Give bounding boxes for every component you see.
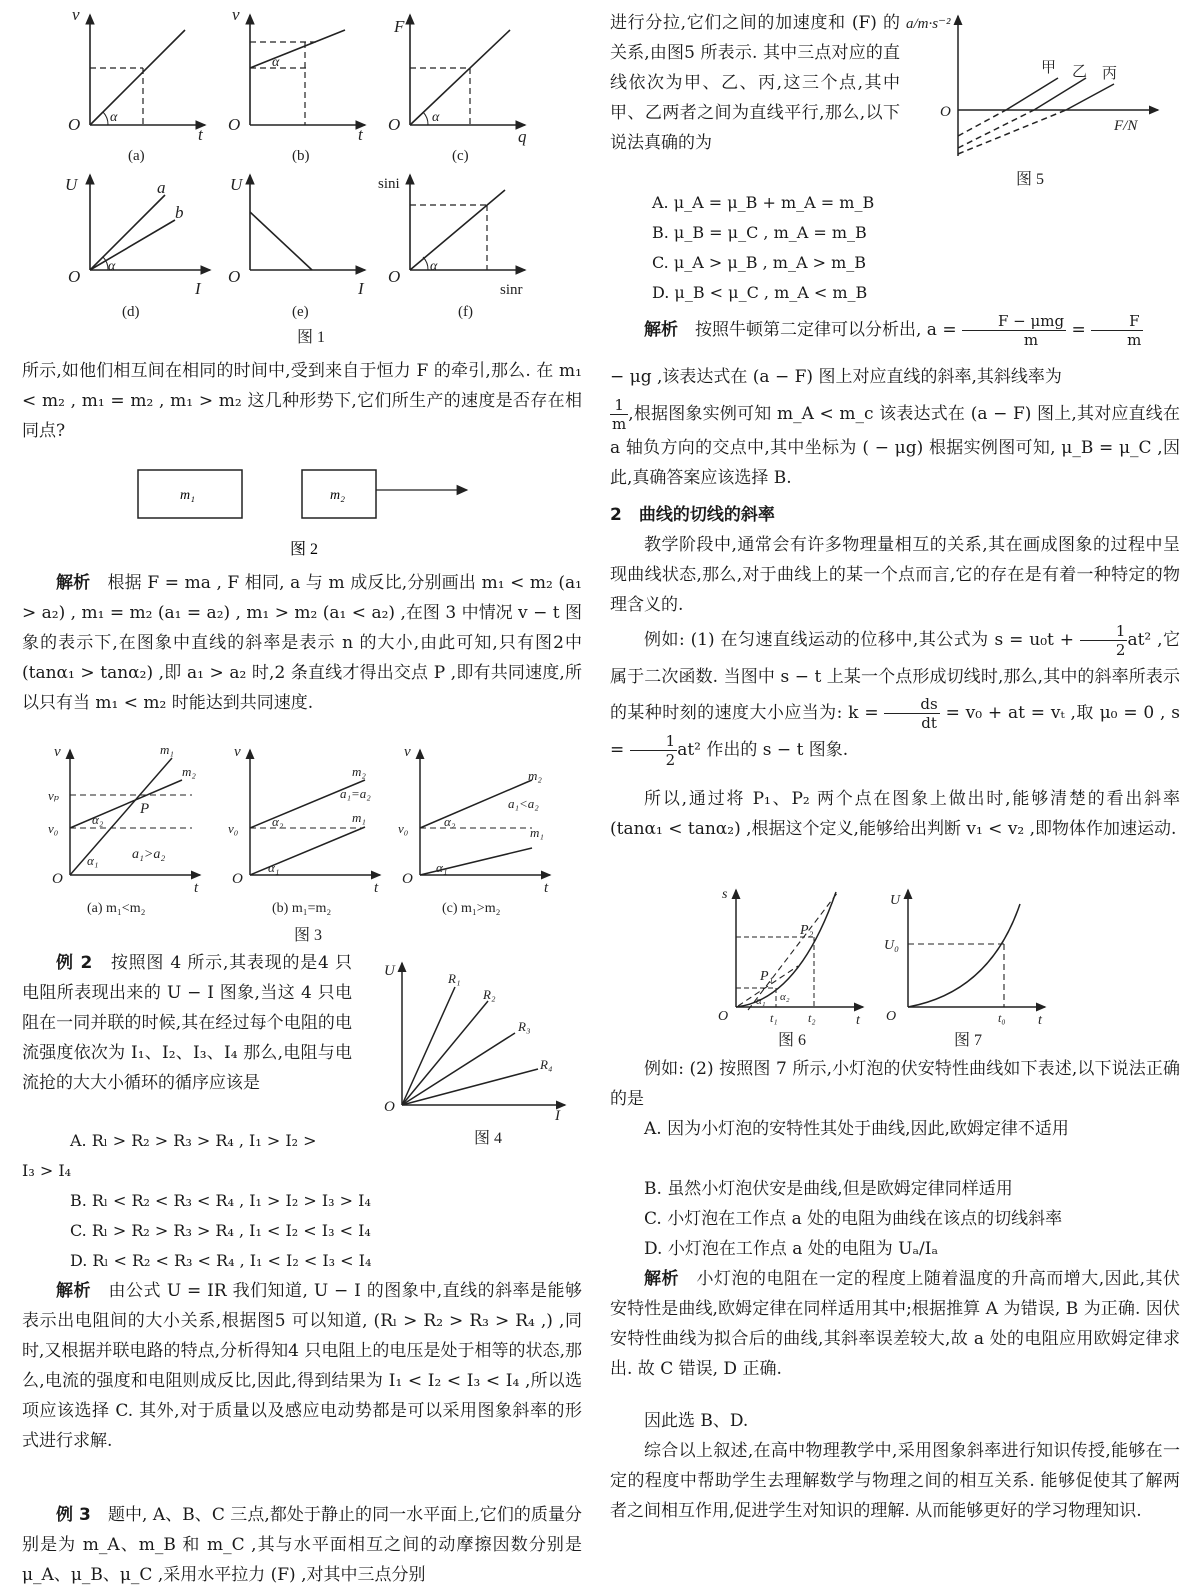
fig1-d-x: I: [195, 279, 201, 298]
analysis-7-keyword: 解析: [644, 1269, 679, 1289]
ex7-option-c: C. 小灯泡在工作点 a 处的电阻为曲线在该点的切线斜率: [644, 1209, 1063, 1229]
fraction-6: $\frac{1}{2}$: [630, 732, 678, 769]
left-analysis-1-text: 根据 F = ma , F 相同, a 与 m 成反比,分别画出 m₁ < m₂ (a₁ > a₂) , m₁ = m₂ (a₁ = a₂) , m₁ > m₂ (a₁ < a₂) ,在图 3 中情况 v − t 图象的表示下,在图象中直线的斜率是表示 n 的大小,由此可知,只有图2中 (tanα₁ > tanα₂) ,即 a₁ > a₂ 时,2 条直线才得出交点 P ,即有共同速度,所以只有当 m₁ < m₂ 时能达到共同速度.: [22, 573, 582, 713]
fig3-caption: 图 3: [294, 927, 323, 944]
fig1-e-o: O: [228, 267, 241, 286]
ex7-option-b: B. 虽然小灯泡伏安是曲线,但是欧姆定律同样适用: [644, 1179, 1013, 1199]
fig7-caption: 图 7: [954, 1032, 983, 1049]
fig3-b-v0: v₀: [228, 821, 239, 836]
fig3-b-a2: α₂: [272, 814, 284, 829]
fig4-x: I: [555, 1108, 560, 1124]
fig1-c-o: O: [388, 115, 401, 134]
fig6-a2: α₂: [780, 991, 790, 1003]
fig1-b-o: O: [228, 115, 241, 134]
fig4-caption: 图 4: [474, 1130, 503, 1147]
fig1-f-x: sinr: [500, 282, 523, 298]
ex2-option-a: A. Rₗ > R₂ > R₃ > R₄ , I₁ > I₂ >: [70, 1131, 317, 1150]
fig5-l1: 甲: [1041, 60, 1057, 76]
right-analysis-7: [610, 1264, 1180, 1384]
figure-3: [32, 740, 572, 945]
fig3-b-rel: a₁=a₂: [340, 786, 371, 801]
fig2-caption: 图 2: [290, 541, 319, 558]
fig2-m2: m₂: [330, 488, 345, 503]
fig1-e-y: U: [230, 175, 243, 194]
fig1-d-o: O: [68, 267, 81, 286]
fig5-o: O: [940, 104, 951, 120]
fig1-f-label: (f): [458, 304, 473, 320]
ex3-option-b: B. μ_B = μ_C , m_A = m_B: [652, 223, 867, 242]
fig3-b-label: (b) m₁=m₂: [272, 901, 332, 916]
fig3-c-t: t: [544, 880, 549, 896]
analysis-keyword: 解析: [56, 573, 91, 593]
fraction-2: $\frac{F}{m}$: [1091, 312, 1143, 349]
fig3-a-rel: a₁>a₂: [132, 847, 166, 862]
ex3-option-c: C. μ_A > μ_B , m_A > m_B: [652, 253, 867, 272]
example-3-keyword: 例 3: [56, 1505, 91, 1525]
right-analysis-keyword: 解析: [644, 320, 678, 340]
fig7-t0: t₀: [998, 1011, 1006, 1025]
fig6-o: O: [718, 1009, 729, 1024]
fig3-a-a2: α₂: [92, 812, 104, 827]
fig6-p1: P₁: [760, 969, 774, 984]
ex2-option-a-cont: I₃ > I₄: [22, 1161, 72, 1180]
fig1-f-angle: α: [430, 259, 438, 274]
ex3-option-a: A. μ_A = μ_B + m_A = m_B: [652, 193, 875, 212]
fig5-x: F/N: [1114, 118, 1138, 134]
ex3-option-d: D. μ_B < μ_C , m_A < m_B: [652, 283, 868, 302]
fig1-e-x: I: [358, 279, 364, 298]
figure-5: [906, 6, 1176, 191]
right-p1: 进行分拉,它们之间的加速度和 (F) 的关系,由图5 所表示. 其中三点对应的直线依次为甲、乙、丙,这三个点,其中甲、乙两者之间为直线平行,那么,以下说法真确的为: [610, 13, 900, 153]
right-p4: 所以,通过将 P₁、P₂ 两个点在图象上做出时,能够清楚的看出斜率 (tanα₁ < tanα₂) ,根据这个定义,能够给出判断 v₁ < v₂ ,即物体作加速运动.: [610, 789, 1180, 839]
fig3-b-a1: α₁: [268, 860, 280, 875]
fig3-a-o: O: [52, 871, 63, 887]
conclusion: 综合以上叙述,在高中物理教学中,采用图象斜率进行知识传授,能够在一定的程度中帮助学生去理解数学与物理之间的相互关系. 能够促使其了解两者之间相互作用,促进学生对知识的理解. 从而能够更好的学习物理知识.: [610, 1441, 1180, 1521]
ex2-option-d: D. Rₗ < R₂ < R₃ < R₄ , I₁ < I₂ < I₃ < I₄: [70, 1251, 372, 1270]
fig3-a-a1: α₁: [87, 853, 99, 868]
fig4-o: O: [384, 1099, 395, 1115]
fig3-a-vp: vₚ: [48, 788, 59, 803]
fraction-3: $\frac{1}{m}$: [612, 396, 627, 433]
figure-6: [718, 882, 868, 1052]
fig3-c-v: v: [404, 744, 411, 760]
fig3-b-t: t: [374, 880, 379, 896]
fig1-e-label: (e): [292, 304, 309, 320]
right-analysis-line2: − μg ,该表达式在 (a − F) 图上对应直线的斜率,其斜线率为: [610, 367, 1062, 387]
fig1-b-label: (b): [292, 148, 310, 164]
right-analysis-pre: 按照牛顿第二定律可以分析出, a =: [695, 320, 957, 340]
figure-1: [60, 0, 560, 345]
fig3-a-m2: m₂: [182, 764, 196, 779]
fig6-x: t: [856, 1013, 860, 1028]
fig4-y: U: [384, 963, 395, 979]
example-7: 例如: (2) 按照图 7 所示,小灯泡的伏安特性曲线如下表述,以下说法正确的是: [610, 1059, 1180, 1109]
fig7-u0: U₀: [884, 938, 899, 953]
fig3-a-p: P: [140, 801, 150, 817]
fig5-l3: 丙: [1102, 66, 1118, 82]
fig1-d-label: (d): [122, 304, 140, 320]
right-analysis-line3: [610, 396, 1180, 493]
left-p1: 所示,如他们相互间在相同的时间中,受到来自于恒力 F 的牵引,那么. 在 m₁ < m₂ , m₁ = m₂ , m₁ > m₂ 这几种形势下,它们所生产的速度是否存在相同点?: [22, 361, 582, 441]
right-p3-d: at² 作出的 s − t 图象.: [677, 740, 849, 760]
fig1-c-label: (c): [452, 148, 469, 164]
ex7-option-a: A. 因为小灯泡的安特性其处于曲线,因此,欧姆定律不适用: [644, 1119, 1069, 1139]
fig3-c-a1: α₁: [436, 860, 448, 875]
fig4-r2: R₂: [483, 987, 496, 1002]
fig3-a-m1: m₁: [160, 742, 174, 757]
answer-line: 因此选 B、D.: [644, 1411, 749, 1431]
analysis-2-keyword: 解析: [56, 1281, 91, 1301]
fig7-y: U: [890, 893, 901, 908]
fig6-y: s: [722, 887, 728, 902]
fig1-b-x: t: [358, 125, 363, 144]
fig3-c-rel: a₁<a₂: [508, 796, 539, 811]
fig3-c-label: (c) m₁>m₂: [442, 901, 501, 916]
example-2-keyword: 例 2: [56, 953, 93, 973]
fig3-a-label: (a) m₁<m₂: [87, 901, 146, 916]
figure-2: [122, 462, 502, 562]
fig5-caption: 图 5: [1016, 171, 1045, 188]
fig1-d-y: U: [65, 175, 78, 194]
fig4-r1: R₁: [448, 971, 461, 986]
section-2-heading: 2 曲线的切线的斜率: [610, 505, 775, 525]
fig1-a-o: O: [68, 115, 81, 134]
example-2: [22, 948, 352, 1098]
fig1-f-o: O: [388, 267, 401, 286]
right-p2: 教学阶段中,通常会有许多物理量相互的关系,其在画成图象的过程中呈现曲线状态,那么,对于曲线上的某一个点而言,它的存在是有着一种特定的物理含义的.: [610, 535, 1180, 615]
fig5-y: a/m·s⁻²: [906, 16, 951, 32]
fig3-c-a2: α₂: [444, 814, 456, 829]
right-analysis-line3-text: ,根据图象实例可知 m_A < m_c 该表达式在 (a − F) 图上,其对应直线在 a 轴负方向的交点中,其中坐标为 ( − μg) 根据实例图可知, μ_B = μ_C ,因此,真确答案应该选择 B.: [610, 404, 1180, 488]
right-analysis-7-text: 小灯泡的电阻在一定的程度上随着温度的升高而增大,因此,其伏安特性是曲线,欧姆定律在同样适用其中;根据推算 A 为错误, B 为正确. 因伏安特性曲线为拟合后的曲线,其斜率误差较大,故 a 处的电阻应用欧姆定律求出. 故 C 错误, D 正确.: [610, 1269, 1181, 1379]
fig1-a-angle: α: [110, 110, 118, 125]
fig3-c-m2: m₂: [528, 768, 542, 783]
fig3-a-v0: v₀: [48, 821, 59, 836]
fig4-r3: R₃: [518, 1019, 531, 1034]
fig6-t2: t₂: [808, 1011, 816, 1025]
fraction-1: $\frac{\text{F − μmg}}{m}$: [962, 312, 1066, 349]
right-p3: [610, 622, 1180, 769]
fig3-a-v: v: [54, 744, 61, 760]
left-analysis-2: [22, 1276, 582, 1456]
fig1-b-y: v: [232, 5, 240, 24]
fig1-d-line-b: b: [175, 203, 184, 222]
fraction-5: $\frac{ds}{dt}$: [884, 695, 939, 732]
fig1-a-y: v: [72, 5, 80, 24]
fig3-b-m1: m₁: [352, 810, 366, 825]
right-analysis-line1: 解析 按照牛顿第二定律可以分析出, a = $\frac{\text{F − μmg}}{m}$ = $\frac{F}{m}$: [644, 312, 1142, 349]
fig1-f-y: sini: [378, 176, 400, 192]
fig3-c-v0: v₀: [398, 821, 409, 836]
right-p3-b: at² ,它属于二次函数. 当图中 s − t 上某一个点形成切线时,那么,其中的斜率所表示的某种时刻的速度大小应当为: k =: [610, 630, 1180, 723]
fig3-b-m2: m₂: [352, 764, 366, 779]
fig1-b-angle: α: [272, 55, 280, 70]
fig3-c-o: O: [402, 871, 413, 887]
right-p3-c: = v₀ + at = vₜ ,取 μ₀ = 0 , s =: [610, 703, 1181, 760]
fig6-t1: t₁: [770, 1011, 778, 1025]
fig7-x: t: [1038, 1013, 1042, 1028]
ex7-option-d: D. 小灯泡在工作点 a 处的电阻为 Uₐ/Iₐ: [644, 1239, 939, 1259]
fig7-o: O: [886, 1009, 897, 1024]
fig1-caption: 图 1: [297, 329, 326, 345]
ex2-option-c: C. Rₗ > R₂ > R₃ > R₄ , I₁ < I₂ < I₃ < I₄: [70, 1221, 371, 1240]
fig1-d-angle: α: [108, 259, 116, 274]
figure-7: [880, 882, 1050, 1052]
example-3-text: 题中, A、B、C 三点,都处于静止的同一水平面上,它们的质量分别是为 m_A、m_B 和 m_C ,其与水平面相互之间的动摩擦因数分别是 μ_A、μ_B、μ_C ,采用水平拉力 (F) ,对其中三点分别: [22, 1505, 583, 1585]
example-2-text: 按照图 4 所示,其表现的是4 只电阻所表现出来的 U − I 图象,当这 4 只电阻在一同并联的时候,其在经过每个电阻的电流强度依次为 I₁、I₂、I₃、I₄ 那么,电阻与电流抢的大大小循环的循序应该是: [22, 953, 353, 1093]
fig6-p2: P₂: [800, 923, 814, 938]
fig3-b-v: v: [234, 744, 241, 760]
right-p3-a: 例如: (1) 在匀速直线运动的位移中,其公式为 s = u₀t +: [644, 630, 1074, 650]
fig1-d-line-a: a: [157, 178, 166, 197]
fig1-a-label: (a): [128, 148, 145, 164]
fig1-a-x: t: [198, 125, 203, 144]
fig1-c-y: F: [394, 17, 405, 36]
fig2-m1: m₁: [180, 488, 195, 503]
left-analysis-1: [22, 568, 582, 718]
fig6-a1: α₁: [756, 995, 766, 1007]
figure-4: [370, 955, 580, 1150]
left-analysis-2-text: 由公式 U = IR 我们知道, U − I 的图象中,直线的斜率是能够表示出电阻间的大小关系,根据图5 可以知道, (Rₗ > R₂ > R₃ > R₄ ,) ,同时,又根据并联电路的特点,分析得知4 只电阻上的电压是处于相等的状态,那么,电流的强度和电阻则成反比,因此,得到结果为 I₁ < I₂ < I₃ < I₄ ,所以选项应该选择 C. 其外,对于质量以及感应电动势都是可以采用图象斜率的形式进行求解.: [22, 1281, 583, 1451]
example-3: [22, 1500, 582, 1590]
fraction-4: $\frac{1}{2}$: [1080, 622, 1128, 659]
fig6-caption: 图 6: [778, 1032, 807, 1049]
fig3-a-t: t: [194, 880, 199, 896]
fig1-c-x: q: [518, 127, 527, 146]
ex2-option-b: B. Rₗ < R₂ < R₃ < R₄ , I₁ > I₂ > I₃ > I₄: [70, 1191, 371, 1210]
fig1-c-angle: α: [432, 110, 440, 125]
fig5-l2: 乙: [1072, 64, 1088, 80]
fig3-c-m1: m₁: [530, 825, 544, 840]
fig3-b-o: O: [232, 871, 243, 887]
fig4-r4: R₄: [540, 1057, 553, 1072]
